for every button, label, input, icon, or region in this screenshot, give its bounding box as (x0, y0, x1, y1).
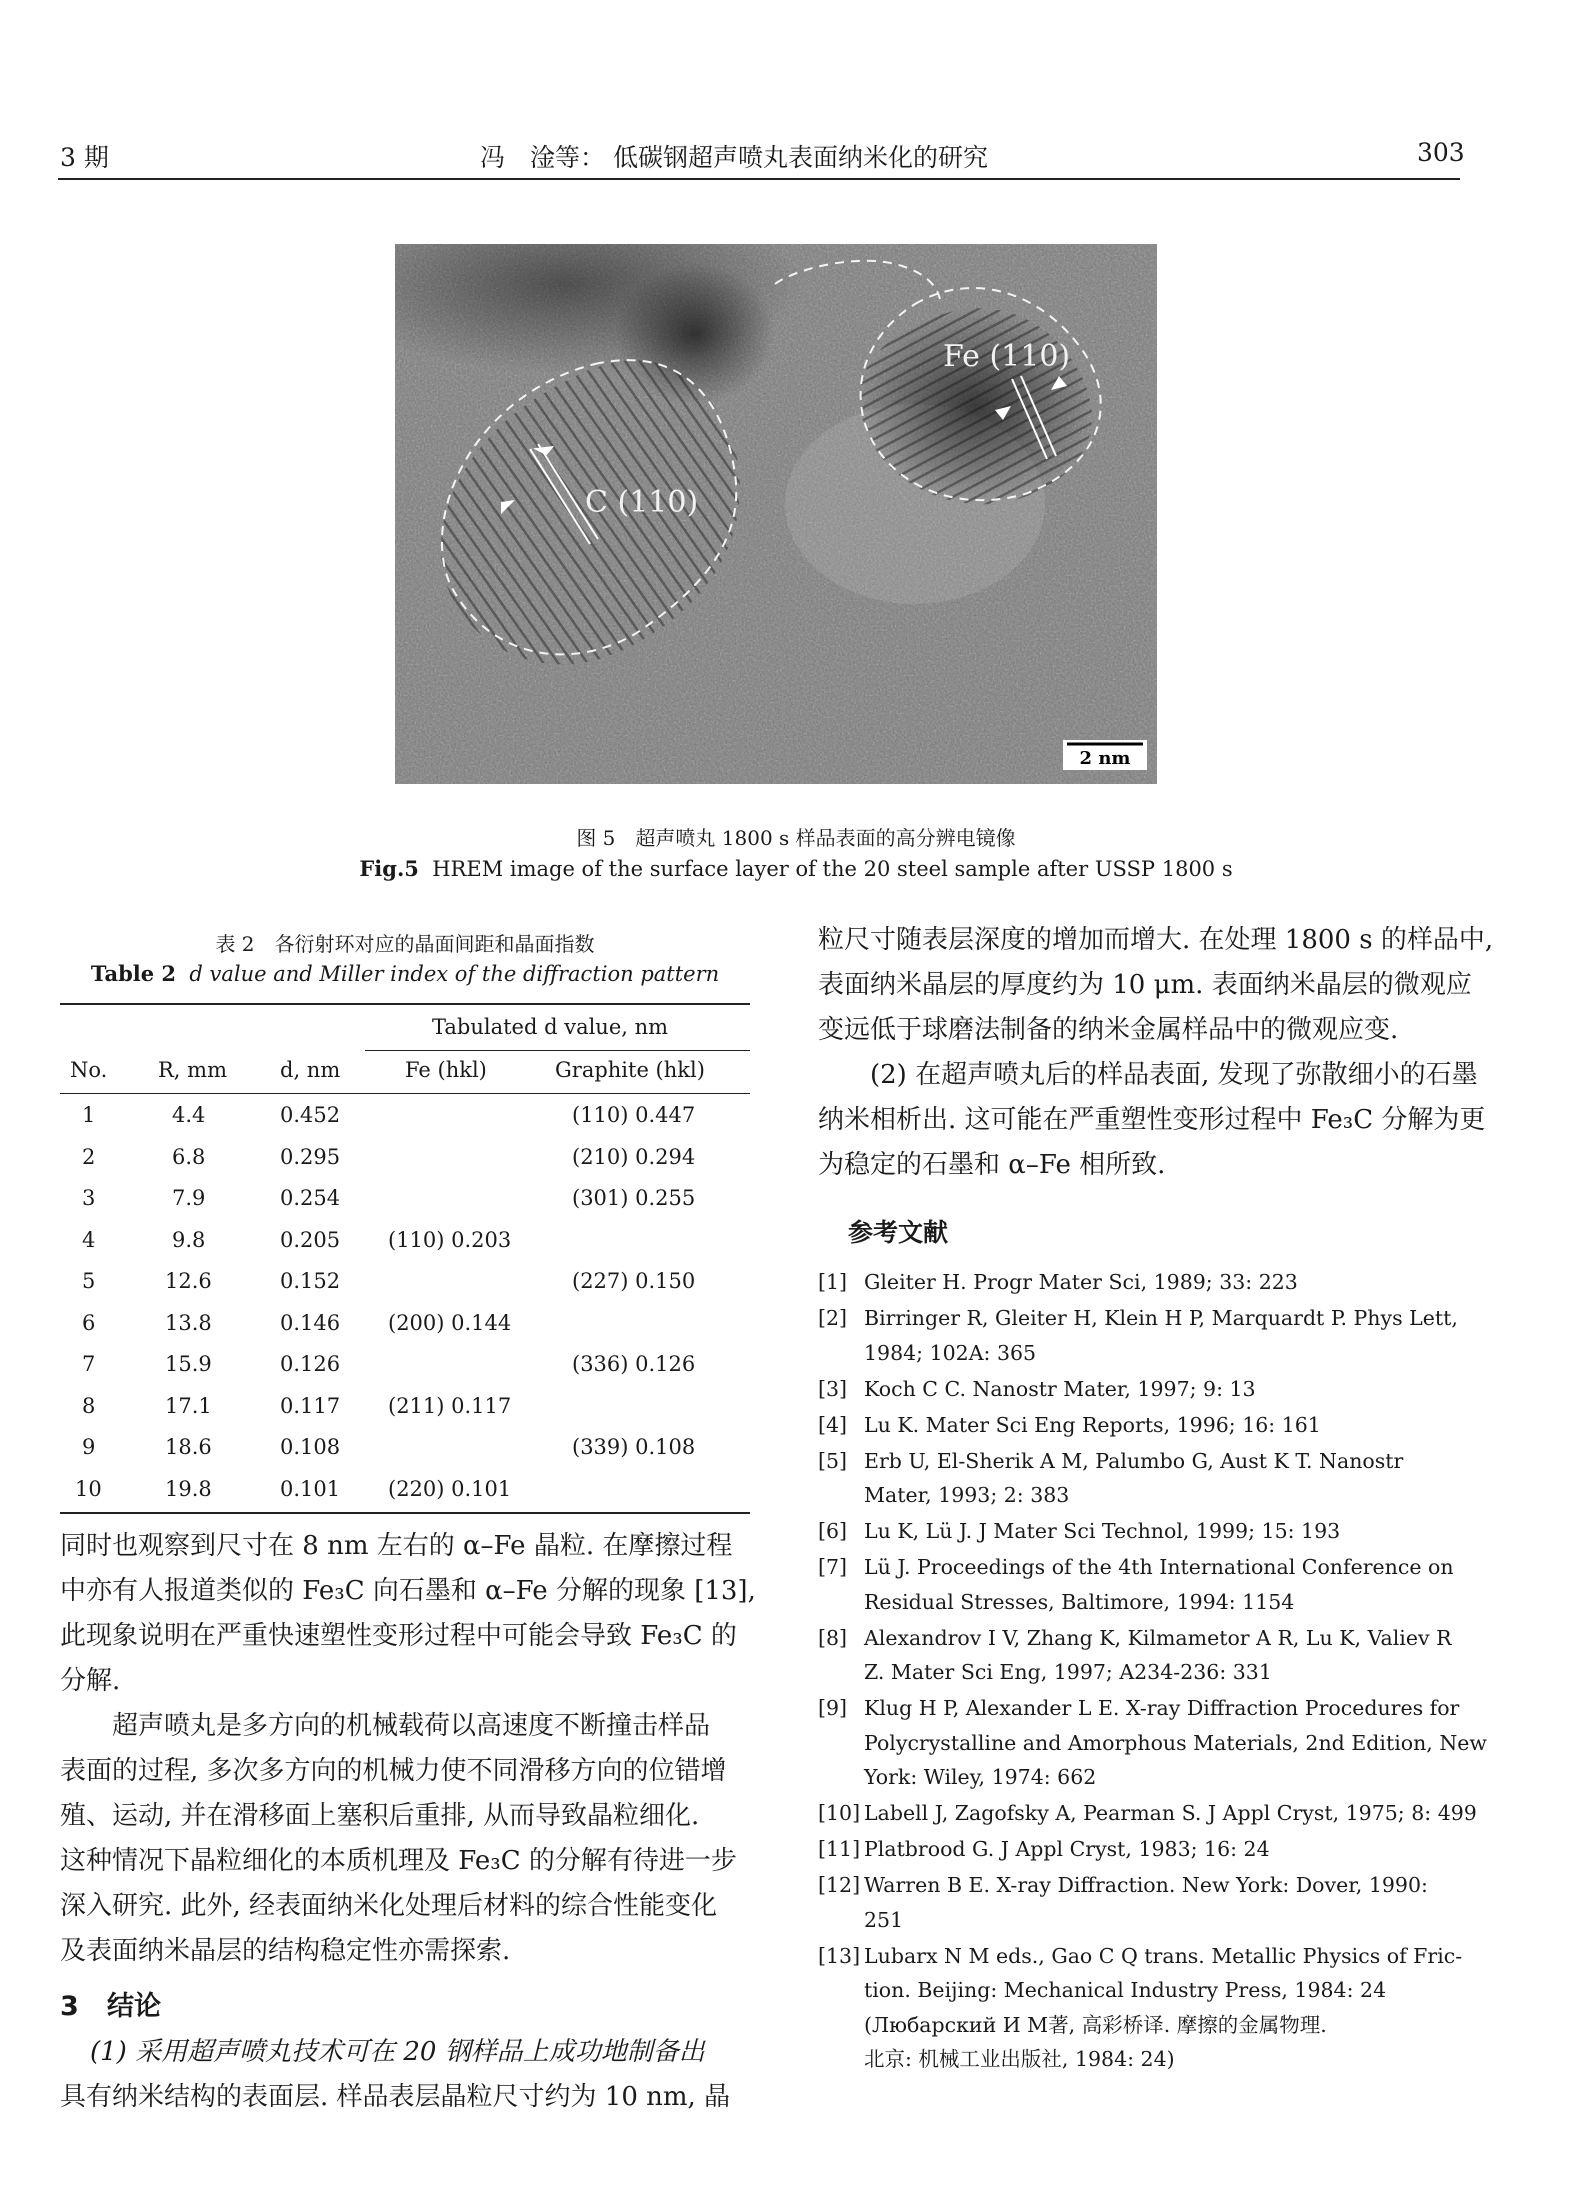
table-cell-no: 1 (82, 1103, 96, 1127)
table-cell-fe: (200) 0.144 (388, 1310, 512, 1335)
text-line: (2) 在超声喷丸后的样品表面, 发现了弥散细小的石墨 (870, 1060, 1478, 1090)
section-number: 3 (60, 1991, 79, 2022)
table-cell-no: 2 (82, 1144, 96, 1169)
reference-line: Labell J, Zagofsky A, Pearman S. J Appl Cryst, 1975; 8: 499 (864, 1801, 1477, 1825)
table-top-rule (60, 1003, 750, 1005)
table-caption-text: d value and Miller index of the diffraction pattern (189, 962, 720, 986)
reference-line: Z. Mater Sci Eng, 1997; A234-236: 331 (864, 1660, 1272, 1684)
table-cell-no: 7 (82, 1352, 96, 1376)
reference-line: York: Wiley, 1974: 662 (864, 1765, 1097, 1789)
reference-number: [6] (818, 1519, 848, 1543)
reference-line: Klug H P, Alexander L E. X-ray Diffraction Procedures for (864, 1696, 1460, 1720)
table-cell-fe: (110) 0.203 (388, 1227, 512, 1252)
text-line: 殖、运动, 并在滑移面上塞积后重排, 从而导致晶粒细化. (60, 1801, 700, 1831)
reference-number: [11] (818, 1837, 861, 1861)
table-cell-r: 13.8 (165, 1310, 212, 1335)
text-line: 表面的过程, 多次多方向的机械力使不同滑移方向的位错增 (60, 1756, 727, 1786)
fe-110-label: Fe (110) (943, 339, 1071, 374)
reference-number: [2] (818, 1306, 848, 1330)
table-bottom-rule (60, 1512, 750, 1514)
running-head-title: 冯 淦等： 低碳钢超声喷丸表面纳米化的研究 (480, 143, 988, 172)
text-line: 表面纳米晶层的厚度约为 10 μm. 表面纳米晶层的微观应 (818, 970, 1472, 1000)
text-line: 中亦有人报道类似的 Fe₃C 向石墨和 α–Fe 分解的现象 [13], (60, 1576, 756, 1606)
section-title: 结论 (107, 1991, 161, 2022)
table-cell-d: 0.254 (280, 1186, 341, 1210)
table-cell-r: 18.6 (165, 1435, 212, 1459)
reference-line: Lubarx N M eds., Gao C Q trans. Metallic Physics of Fric- (864, 1943, 1463, 1968)
table-cell-graphite: (301) 0.255 (572, 1186, 696, 1210)
table-cell-fe: (220) 0.101 (388, 1476, 512, 1501)
table-cell-no: 6 (82, 1310, 96, 1335)
text-line: 纳米相析出. 这可能在严重塑性变形过程中 Fe₃C 分解为更 (818, 1105, 1486, 1135)
reference-line: Alexandrov I V, Zhang K, Kilmametor A R, Lu K, Valiev R (864, 1625, 1452, 1650)
table-cell-no: 8 (82, 1393, 96, 1418)
reference-line: Koch C C. Nanostr Mater, 1997; 9: 13 (864, 1376, 1256, 1401)
left-paragraph-3 (60, 2030, 730, 2120)
table-cell-r: 9.8 (172, 1227, 206, 1252)
reference-line: Residual Stresses, Baltimore, 1994: 1154 (864, 1589, 1295, 1614)
reference-line: Platbrood G. J Appl Cryst, 1983; 16: 24 (864, 1837, 1270, 1861)
text-line: 具有纳米结构的表面层. 样品表层晶粒尺寸约为 10 nm, 晶 (60, 2082, 731, 2112)
table-caption-zh: 表 2 各衍射环对应的晶面间距和晶面指数 (215, 932, 595, 956)
table-header-d: d, nm (280, 1058, 341, 1082)
left-paragraph-2 (60, 1704, 737, 1974)
running-head-issue: 3 期 (60, 143, 109, 172)
table-cell-r: 12.6 (165, 1269, 212, 1293)
table-header-no: No. (70, 1058, 108, 1082)
table-header-graphite: Graphite (hkl) (555, 1058, 705, 1082)
reference-number: [7] (818, 1555, 848, 1579)
table-cell-no: 10 (75, 1476, 102, 1501)
reference-line: Warren B E. X-ray Diffraction. New York: Dover, 1990: (864, 1873, 1428, 1897)
reference-line: Polycrystalline and Amorphous Materials, 2nd Edition, New (864, 1730, 1487, 1755)
table-header-r: R, mm (158, 1058, 227, 1082)
text-line: 分解. (60, 1666, 121, 1696)
right-paragraph-2 (818, 1053, 1485, 1188)
table-label: Table 2 (90, 961, 177, 986)
table-cell-d: 0.205 (280, 1227, 341, 1252)
reference-line: Lu K, Lü J. J Mater Sci Technol, 1999; 15: 193 (864, 1519, 1341, 1543)
reference-number: [12] (818, 1873, 861, 1897)
table-cell-graphite: (339) 0.108 (572, 1435, 696, 1459)
table-cell-fe: (211) 0.117 (388, 1393, 512, 1418)
table-cell-d: 0.146 (280, 1310, 341, 1335)
table-cell-r: 19.8 (165, 1476, 212, 1501)
reference-number: [4] (818, 1412, 848, 1437)
scale-bar-label: 2 nm (1079, 748, 1131, 769)
table-header-rule (60, 1093, 750, 1094)
reference-line: Lu K. Mater Sci Eng Reports, 1996; 16: 161 (864, 1412, 1321, 1437)
reference-line: tion. Beijing: Mechanical Industry Press, 1984: 24 (864, 1978, 1387, 2002)
reference-number: [13] (818, 1943, 861, 1968)
table-header-fe: Fe (hkl) (405, 1058, 487, 1082)
figure-caption-zh: 图 5 超声喷丸 1800 s 样品表面的高分辨电镜像 (576, 826, 1016, 850)
text-line: 粒尺寸随表层深度的增加而增大. 在处理 1800 s 的样品中, (818, 925, 1494, 955)
table-cell-no: 5 (82, 1269, 96, 1293)
table-cell-d: 0.152 (280, 1269, 341, 1293)
reference-line: 1984; 102A: 365 (864, 1340, 1037, 1365)
table-cell-r: 15.9 (165, 1352, 212, 1376)
reference-number: [5] (818, 1448, 848, 1473)
table-cell-d: 0.117 (280, 1393, 341, 1418)
reference-line: 北京: 机械工业出版社, 1984: 24) (864, 2047, 1175, 2071)
reference-number: [10] (818, 1801, 861, 1825)
table-cell-d: 0.108 (280, 1435, 341, 1459)
left-paragraph-1 (60, 1524, 756, 1704)
page-number: 303 (1417, 138, 1465, 167)
table-cell-graphite: (110) 0.447 (572, 1103, 696, 1127)
table-cell-r: 6.8 (172, 1144, 206, 1169)
figure-label: Fig.5 (359, 856, 419, 881)
table-cell-no: 9 (82, 1435, 96, 1459)
text-line: 深入研究. 此外, 经表面纳米化处理后材料的综合性能变化 (60, 1891, 718, 1921)
table-cell-graphite: (336) 0.126 (572, 1352, 696, 1376)
text-line: 这种情况下晶粒细化的本质机理及 Fe₃C 的分解有待进一步 (60, 1846, 737, 1876)
references-heading: 参考文献 (848, 1218, 949, 1247)
reference-number: [1] (818, 1270, 848, 1294)
text-line: (1) 采用超声喷丸技术可在 20 钢样品上成功地制备出 (90, 2037, 705, 2067)
reference-line: Mater, 1993; 2: 383 (864, 1483, 1070, 1507)
c-110-label: C (110) (585, 485, 699, 520)
text-line: 及表面纳米晶层的结构稳定性亦需探索. (60, 1936, 511, 1966)
table-cell-d: 0.101 (280, 1476, 341, 1501)
figure-caption-text: HREM image of the surface layer of the 20 steel sample after USSP 1800 s (432, 857, 1233, 881)
table-cell-graphite: (227) 0.150 (572, 1269, 696, 1293)
reference-line: Lü J. Proceedings of the 4th International Conference on (864, 1555, 1454, 1579)
table-cell-graphite: (210) 0.294 (572, 1144, 696, 1169)
reference-number: [3] (818, 1376, 848, 1401)
text-line: 此现象说明在严重快速塑性变形过程中可能会导致 Fe₃C 的 (60, 1621, 737, 1651)
table-caption-en (60, 961, 750, 986)
reference-line: Gleiter H. Progr Mater Sci, 1989; 33: 223 (864, 1270, 1298, 1294)
text-line: 超声喷丸是多方向的机械载荷以高速度不断撞击样品 (112, 1711, 711, 1741)
reference-line: 251 (864, 1907, 904, 1932)
reference-line: Erb U, El-Sherik A M, Palumbo G, Aust K T. Nanostr (864, 1448, 1404, 1473)
text-line: 为稳定的石墨和 α–Fe 相所致. (818, 1150, 1166, 1180)
table-cell-d: 0.295 (280, 1144, 341, 1169)
table-cell-r: 7.9 (172, 1186, 206, 1210)
table-cell-d: 0.452 (280, 1103, 341, 1127)
reference-line: Birringer R, Gleiter H, Klein H P, Marquardt P. Phys Lett, (864, 1306, 1458, 1330)
reference-line: (Любарский И М著, 高彩桥译. 摩擦的金属物理. (864, 2012, 1327, 2037)
table-cell-r: 4.4 (172, 1103, 206, 1127)
hrem-micrograph (395, 244, 1157, 784)
section-heading (60, 1984, 161, 2023)
table-cell-r: 17.1 (165, 1393, 212, 1418)
figure-caption-en (0, 856, 1592, 881)
table-cell-d: 0.126 (280, 1352, 341, 1376)
text-line: 变远低于球磨法制备的纳米金属样品中的微观应变. (818, 1015, 1399, 1045)
right-paragraph-1 (818, 918, 1493, 1053)
table-group-header: Tabulated d value, nm (432, 1015, 669, 1039)
reference-number: [8] (818, 1625, 848, 1650)
text-line: 同时也观察到尺寸在 8 nm 左右的 α–Fe 晶粒. 在摩擦过程 (60, 1531, 733, 1561)
table-cell-no: 4 (82, 1227, 96, 1252)
table-group-rule (365, 1050, 750, 1051)
table-cell-no: 3 (82, 1186, 96, 1210)
header-rule (58, 178, 1460, 180)
reference-number: [9] (818, 1696, 848, 1720)
